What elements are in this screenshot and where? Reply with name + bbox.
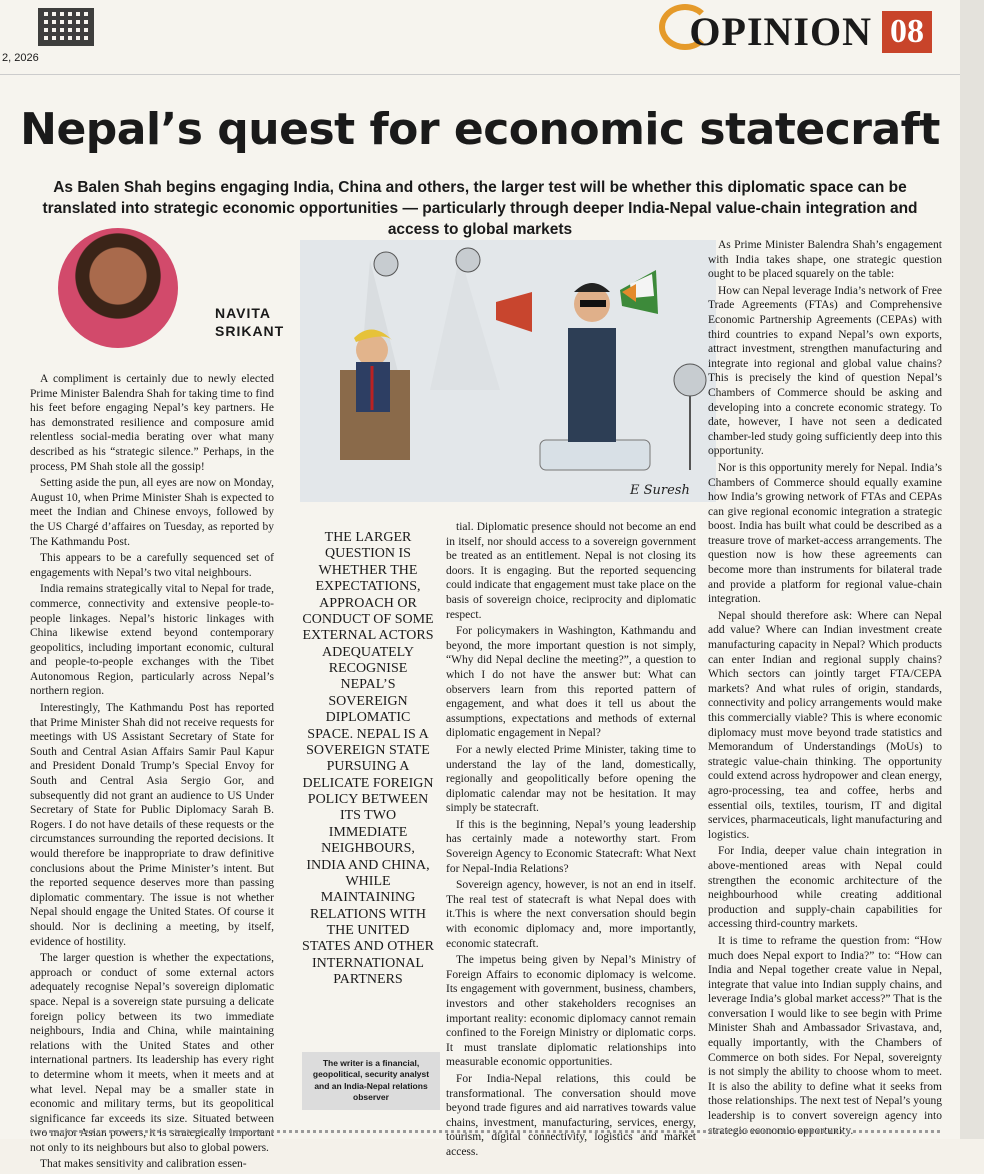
- section-masthead: [659, 8, 932, 55]
- page-number: 08: [882, 11, 932, 53]
- article-column-4: [708, 238, 942, 1140]
- paragraph: If this is the beginning, Nepal’s young leadership has certainly made a noteworthy start. From Sovereign Agency to Economic Statecraft: What Next for Nepal-India Relations?: [446, 818, 696, 875]
- author-last-name: SRIKANT: [215, 323, 285, 340]
- cartoonist-signature: E Suresh: [630, 483, 690, 498]
- paragraph: The impetus being given by Nepal’s Ministry of Foreign Affairs to economic diplomacy is welcome. Its engagement with government, business, chambers, investors and other stakeholders recognises an important reality: economic diplomacy cannot remain confined to the Foreign Ministry or diplomatic corps. It must translate diplomatic relationships into measurable economic opportunities.: [446, 954, 696, 1069]
- header-divider: [0, 74, 960, 75]
- paragraph: How can Nepal leverage India’s network of Free Trade Agreements (FTAs) and Comprehensive Economic Partnership Agreements (CEPAs) with third countries to expand Nepal’s own exports, attract investment, strengthen manufacturing and integrate into regional and global value chains? This is precisely the kind of question Nepal’s Chambers of Commerce should be asking and developing into a concrete economic strategy. To date, however, I have not seen a dedicated chamber-led study going sufficiently deep into this opportunity.: [708, 284, 942, 458]
- paragraph: For India-Nepal relations, this could be transformational. The conversation should move beyond trade figures and aid narratives towards value chains, investment, manufacturing, services, energy, tourism, digital connectivity, logistics and market access.: [446, 1072, 696, 1158]
- paragraph: Nor is this opportunity merely for Nepal. India’s Chambers of Commerce should equally examine how India’s growing network of FTAs and CEPAs can give regional economic integration a strategic boost. India has built what could be described as a treasure trove of market-access arrangements. The question now is how these agreements can become more than instruments for bilateral trade and provide a platform for regional value-chain integration.: [708, 461, 942, 606]
- paragraph: Nepal should therefore ask: Where can Nepal add value? Where can Indian investment create manufacturing capacity in Nepal? Which products can enter Indian and regional supply chains? Which sectors can jointly target FTA/CEPA markets? And what rules of origin, standards, connectivity and policy arrangements would make this commercially viable? This is where economic diplomacy must move beyond trade statistics and Memorandum of Understandings (MoUs) to strategic value-chain thinking. The opportunity could extend across hydropower and clean energy, agro-processing, tea and coffee, herbs and essential oils, textiles, tourism, IT and digital services, pharmaceuticals, light manufacturing and logistics.: [708, 609, 942, 841]
- paragraph: Interestingly, The Kathmandu Post has reported that Prime Minister Shah did not receive requests for meetings with US Assistant Secretary of State for South and Central Asian Affairs Samir Paul Kapur and President Donald Trump’s Special Envoy for South and Central Asia Sergio Gor, and subsequently did not grant an audience to US Under Secretary of State for Public Diplomacy Sarah B. Rogers. I do not have details of these requests or the circumstances surrounding the reported decisions. It would therefore be inappropriate to draw definitive conclusions about the Prime Minister’s intent. But the reported sequence deserves more than passing diplomatic commentary. The issue is not whether Nepal should engage the United States. Of course it should. Nor is declining a meeting, by itself, evidence of hostility.: [30, 702, 274, 948]
- cartoon-illustration: [300, 240, 716, 502]
- pull-quote: THE LARGER QUESTION IS WHETHER THE EXPECTATIONS, APPROACH OR CONDUCT OF SOME EXTERNAL ACTORS ADEQUATELY RECOGNISE NEPAL’S SOVEREIGN DIPLOMATIC SPACE. NEPAL IS A SOVEREIGN STATE PURSUING A DELICATE FOREIGN POLICY BETWEEN ITS TWO IMMEDIATE NEIGHBOURS, INDIA AND CHINA, WHILE MAINTAINING RELATIONS WITH THE UNITED STATES AND OTHER INTERNATIONAL PARTNERS: [302, 530, 434, 988]
- editorial-cartoon: [300, 240, 716, 502]
- paragraph: Sovereign agency, however, is not an end in itself. The real test of statecraft is what Nepal does with it.This is where the next conversation should begin with economic diplomacy and, more importantly, economic statecraft.: [446, 879, 696, 950]
- paragraph: As Prime Minister Balendra Shah’s engagement with India takes shape, one strategic question ought to be placed squarely on the table:: [708, 239, 942, 281]
- paragraph: India remains strategically vital to Nepal for trade, commerce, connectivity and extensive people-to-people linkages. Nepal’s historic linkages with China likewise extend beyond contemporary geopolitics, including important economic, cultural and people-to-people exchanges with the Tibet Autonomous Region, particularly across Nepal’s northern region.: [30, 583, 274, 698]
- paragraph: For policymakers in Washington, Kathmandu and beyond, the more important question is not simply, “Why did Nepal decline the meeting?”, a question to which I do not have the answer but: What can observers learn from this reported pattern of engagement, and what does it tell us about the assumptions, expectations and methods of external diplomatic engagement in Nepal?: [446, 625, 696, 740]
- issue-date: 2, 2026: [2, 52, 39, 64]
- paragraph: tial. Diplomatic presence should not become an end in itself, nor should access to a sovereign government be treated as an entitlement. Nepal is not closing its doors. It is engaging. But the reported sequencing could indicate that engagement must take place on the basis of sovereign choice, reciprocity and diplomatic respect.: [446, 521, 696, 621]
- paragraph: Setting aside the pun, all eyes are now on Monday, August 10, when Prime Minister Shah is expected to meet the Indian and Chinese envoys, followed by the US Chargé d’affaires on Tuesday, as reported by The Kathmandu Post.: [30, 477, 274, 548]
- qr-code: [38, 8, 94, 46]
- paragraph: For India, deeper value chain integration in above-mentioned areas with Nepal could strengthen the economic architecture of the neighbourhood while creating additional production and supply-chain capabilities for accessing third-country markets.: [708, 845, 942, 931]
- paragraph: For a newly elected Prime Minister, taking time to understand the lay of the land, domestically, regionally and geopolitically before opening the diplomatic calendar may not be hesitation. It may simply be statecraft.: [446, 743, 696, 815]
- paragraph: It is time to reframe the question from: “How much does Nepal export to India?” to: “How can India and Nepal together create value in Nepal, integrate that value into Indian supply chains, and leverage India’s global market access?” That is the conversation I would like to see begin with Prime Minister Shah and Ambassador Srivastava, and, equally importantly, with the Chambers of Commerce on both sides. For Nepal, sovereignty is not simply the ability to choose whom to meet. It is also the ability to define what it seeks from those relationships. The next test of Nepal’s young leadership is to convert sovereign agency into strategic economic opportunity.: [708, 934, 942, 1137]
- page-edge: [960, 0, 984, 1139]
- standfirst: As Balen Shah begins engaging India, China and others, the larger test will be whether this diplomatic space can be translated into strategic economic opportunities — particularly through deeper India-Nepal value-chain integration and access to global markets: [42, 179, 918, 238]
- article-column-1: [30, 372, 274, 1174]
- headline: Nepal’s quest for economic statecraft: [20, 104, 940, 155]
- footer-divider: [30, 1130, 940, 1133]
- author-bio: The writer is a financial, geopolitical, security analyst and an India-Nepal relations observer: [302, 1052, 440, 1110]
- paragraph: This appears to be a carefully sequenced set of engagements with Nepal’s two vital neighbours.: [30, 552, 274, 579]
- author-photo: [58, 228, 178, 348]
- paragraph: That makes sensitivity and calibration essen-: [40, 1158, 247, 1171]
- author-byline: [215, 304, 284, 340]
- paragraph: The larger question is whether the expectations, approach or conduct of some external actors adequately recognise Nepal’s sovereign diplomatic space. Nepal is a sovereign state pursuing a delicate foreign policy between its two immediate neighbours, India and China, while maintaining relations with the United States and other international partners. Its leadership has every right to determine whom it meets, when it meets and at what level. Nepal may be a smaller state in economic and military terms, but its geopolitical significance far exceeds its size. Situated between two major Asian powers, it is strategically important not only to its neighbours but also to global powers.: [30, 952, 274, 1154]
- author-first-name: NAVITA: [215, 305, 272, 321]
- article-column-3: [446, 520, 696, 1162]
- paragraph: A compliment is certainly due to newly elected Prime Minister Balendra Shah for taking time to find his feet before engaging Nepal’s key partners. He has demonstrated resilience and composure amid relentless social-media berating over what many described as his “strategic silence.” Perhaps, in the process, PM Shah stole all the gossip!: [30, 373, 275, 473]
- section-title: OPINION: [689, 9, 872, 54]
